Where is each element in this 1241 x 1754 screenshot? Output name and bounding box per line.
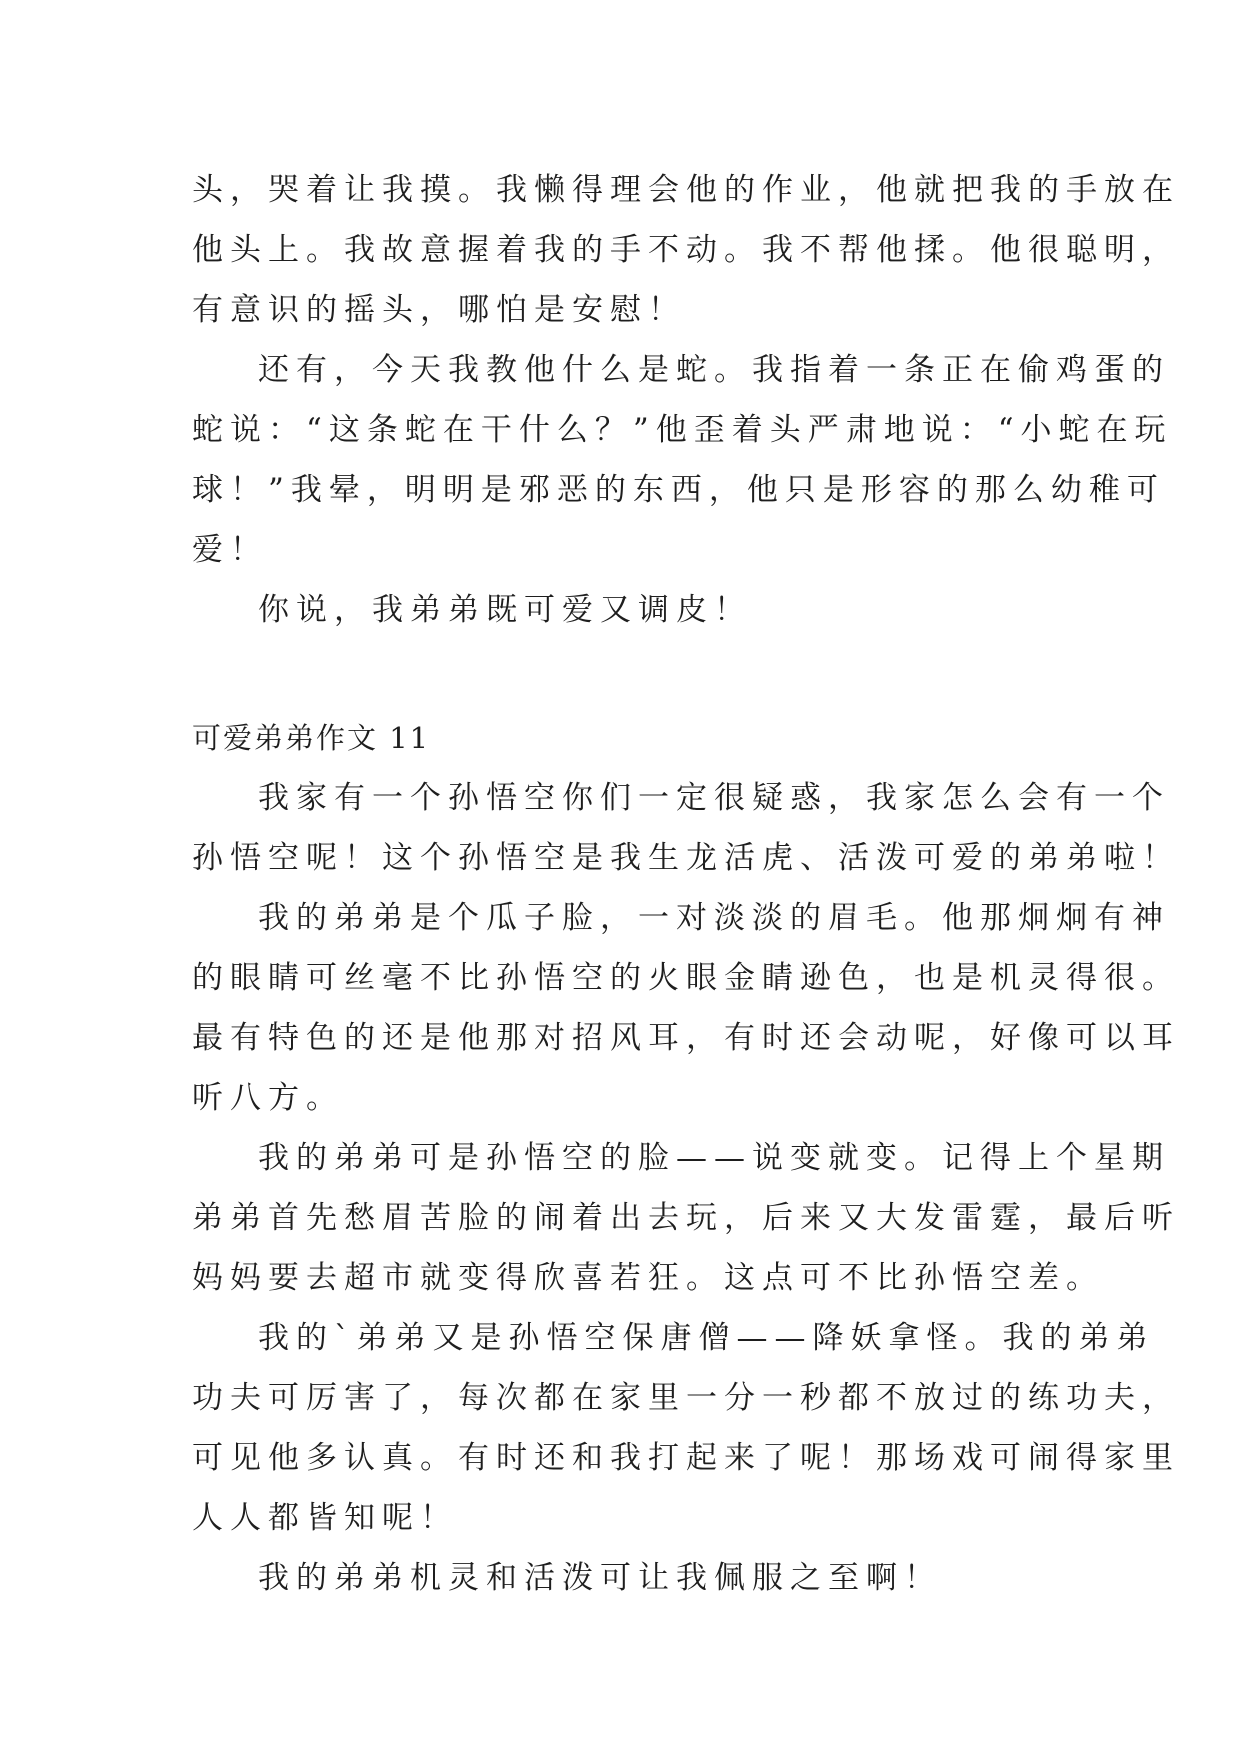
text-line: 我的弟弟是个瓜子脸，一对淡淡的眉毛。他那炯炯有神	[258, 900, 1170, 936]
text-line: 你说，我弟弟既可爱又调皮！	[258, 592, 752, 628]
text-line: 可见他多认真。有时还和我打起来了呢！那场戏可闹得家里	[192, 1440, 1180, 1476]
section-gap	[192, 640, 1062, 708]
text-line: 还有，今天我教他什么是蛇。我指着一条正在偷鸡蛋的	[258, 352, 1170, 388]
text-line: 我的弟弟机灵和活泼可让我佩服之至啊！	[258, 1560, 942, 1596]
text-line: 我的弟弟可是孙悟空的脸——说变就变。记得上个星期	[258, 1140, 1170, 1176]
text-line: 弟弟首先愁眉苦脸的闹着出去玩，后来又大发雷霆，最后听	[192, 1200, 1180, 1236]
text-line: 他头上。我故意握着我的手不动。我不帮他揉。他很聪明，	[192, 232, 1180, 268]
text-line: 的眼睛可丝毫不比孙悟空的火眼金睛逊色，也是机灵得很。	[192, 960, 1180, 996]
text-line: 爱！	[192, 532, 268, 568]
text-line: 有意识的摇头，哪怕是安慰！	[192, 292, 686, 328]
text-line: 头，哭着让我摸。我懒得理会他的作业，他就把我的手放在	[192, 172, 1180, 208]
text-line: 最有特色的还是他那对招风耳，有时还会动呢，好像可以耳	[192, 1020, 1180, 1056]
text-line: 妈妈要去超市就变得欣喜若狂。这点可不比孙悟空差。	[192, 1260, 1104, 1296]
text-line: 功夫可厉害了，每次都在家里一分一秒都不放过的练功夫，	[192, 1380, 1180, 1416]
document-body	[192, 160, 1180, 1608]
text-line: 我的`弟弟又是孙悟空保唐僧——降妖拿怪。我的弟弟	[258, 1320, 1155, 1356]
text-line: 孙悟空呢！这个孙悟空是我生龙活虎、活泼可爱的弟弟啦！	[192, 840, 1180, 876]
text-line: 听八方。	[192, 1080, 344, 1116]
text-line: 球！”我晕，明明是邪恶的东西，他只是形容的那么幼稚可	[192, 472, 1165, 508]
text-line: 人人都皆知呢！	[192, 1500, 458, 1536]
text-line: 蛇说：“这条蛇在干什么？”他歪着头严肃地说：“小蛇在玩	[192, 412, 1173, 448]
section-title: 可爱弟弟作文 11	[192, 721, 431, 755]
text-line: 我家有一个孙悟空你们一定很疑惑，我家怎么会有一个	[258, 780, 1170, 816]
